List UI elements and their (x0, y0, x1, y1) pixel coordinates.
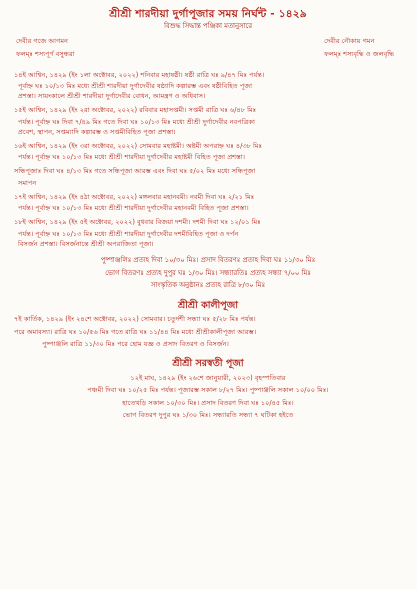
day-line: পর্যন্ত। পূর্বাহ্ন ঘঃ ১০/১৩ মিঃ মধ্যে শ্রীশ্রী শারদীয়া দুর্গাদেবীর মহানবমী বিহিত পূজা প্রশস্তা। (18, 204, 249, 213)
day-line: পর্যন্ত। পূর্বাহ্ন ঘঃ দিবা ৭/৪৯ মিঃ গতে দিবা ঘঃ ১০/১৩ মিঃ মধ্যে শ্রীশ্রী দুর্গাদেবীর নবপত্রিকা (18, 117, 255, 126)
page-title: শ্রীশ্রী শারদীয়া দুর্গাপূজার সময় নির্ঘন্ট - ১৪২৯ (109, 8, 307, 20)
day-line: প্রশস্তা। সায়ংকালে শ্রীশ্রী শারদীয়া দুর্গাদেবীর বোধন, আমন্ত্রণ ও অধিবাস। (18, 92, 206, 101)
page-subtitle: বিশুদ্ধ সিদ্ধান্ত পঞ্জিকা মতানুসারে (163, 22, 253, 31)
day-dashami (8, 218, 408, 248)
schedule-line: ভোগ বিতরণঃ প্রত্যহ দুপুর ঘঃ ১/৩০ মিঃ। সন্ধ্যারতিঃ প্রত্যহ সন্ধ্যা ৭/০০ মিঃ (105, 268, 311, 277)
kali-line: পরে অমাবস্যা। রাত্রি ঘঃ ১০/৫৬ মিঃ গতে রাত্রি ঘঃ ১১/৪৪ মিঃ মধ্যে শ্রীশ্রীকালীপূজা আরম্ভ। (14, 327, 257, 336)
aagaman-phal: ফলম্‌ঃ শস্যপূর্ণ বসুন্ধরা (16, 49, 75, 58)
kali-line: পুষ্পাঞ্জলি রাত্রি ১১/৩০ মিঃ পরে হোম যজ্ঞ ও প্রসাদ বিতরণ ও বিসর্জন। (42, 339, 229, 348)
day-saptami (8, 106, 408, 136)
day-line: ১৭ই আশ্বিন, ১৪২৯ (ইং ৪ঠা অক্টোবর, ২০২২) মঙ্গলবার মহানবমী। নবমী দিবা ঘঃ ২/২১ মিঃ (14, 192, 255, 201)
day-ashtami (8, 142, 408, 161)
day-navami (8, 193, 408, 212)
gaman-phal: ফলম্‌ঃ শস্যবৃদ্ধি ও জলবৃদ্ধি (324, 49, 394, 58)
day-line: বিসর্জন প্রশস্তা। বিসর্জনান্তে শ্রীশ্রী অপরাজিতা পূজা। (18, 239, 154, 248)
saraswati-puja (8, 374, 408, 419)
day-line: পর্যন্ত। পূর্বাহ্ন ঘঃ ১০/১৩ মিঃ মধ্যে শ্রীশ্রী শারদীয়া দুর্গাদেবীর দশমীবিহিত পূজা ও দর্পন (18, 229, 239, 238)
aagaman-label: দেবীর গজে আগমন (16, 36, 68, 45)
day-line: ১৫ই আশ্বিন, ১৪২৯ (ইং ২রা অক্টোবর, ২০২২) রবিবার মহাসপ্তমী। সপ্তমী রাত্রি ঘঃ ৬/৪৮ মিঃ (14, 106, 257, 115)
sandhi-puja (8, 167, 408, 186)
sandhi-line: সন্ধিপূজাঃ দিবা ঘঃ ৪/১৩ মিঃ গতে সন্ধিপূজা আরম্ভ এবং দিবা ঘঃ ৫/০২ মিঃ মধ্যে সন্ধিপূজা (14, 167, 256, 176)
saraswati-line: ভোগ বিতরণ দুপুর ঘঃ ১/৩০ মিঃ। সন্ধ্যারতি সন্ধ্যা ৭ ঘটিকা হইতে (122, 410, 294, 419)
day-line: পূর্বাহ্ন ঘঃ ১০/১৩ মিঃ মধ্যে শ্রীশ্রী শারদীয়া দুর্গাদেবীর ষষ্ঠ্যাদি কল্পারম্ভ এবং ষষ্ঠীবিহিত পূজা (18, 81, 253, 90)
sandhi-line: সমাপন (18, 178, 37, 187)
saraswati-line: হাতেখড়ি সকাল ১০/৩০ মিঃ। প্রসাদ বিতরণ দিবা ঘঃ ১০/৪৫ মিঃ। (122, 398, 294, 407)
daily-schedule (8, 256, 408, 289)
kali-puja-title: শ্রীশ্রী কালীপূজা (178, 299, 238, 311)
day-line: পর্যন্ত। পূর্বাহ্ন ঘঃ ১০/১৩ মিঃ মধ্যে শ্রীশ্রী শারদীয়া দুর্গাদেবীর মহাষ্টমী বিহিত পূজা প্রশস্তা। (18, 153, 246, 162)
saraswati-line: ১২ই মাঘ, ১৪২৯ (ইং ২৬শে জানুয়ারী, ২০২৩) বৃহস্পতিবার (130, 374, 286, 383)
aagaman (16, 37, 75, 63)
saraswati-puja-title: শ্রীশ্রী সরস্বতী পূজা (172, 358, 244, 370)
day-line: প্রবেশ, স্থাপন, সপ্তম্যাদি কল্পারম্ভ ও সপ্তমীবিহিত পূজা প্রশস্তা। (18, 127, 176, 136)
day-shashthi (8, 71, 408, 101)
schedule-line: পুষ্পাঞ্জলিঃ প্রত্যহ দিবা ১০/৩০ মিঃ। প্রসাদ বিতরণঃ প্রত্যহ দিবা ঘঃ ১১/৩০ মিঃ (100, 256, 316, 265)
kali-line: ৭ই কার্তিক, ১৪২৯ (ইং ২৪শে অক্টোবর, ২০২২) সোমবার। চতুর্দশী সন্ধ্যা ঘঃ ৫/২৮ মিঃ পর্যন্ত। (14, 315, 256, 324)
day-line: ১৮ই আশ্বিন, ১৪২৯ (ইং ৫ই অক্টোবর, ২০২২) বুধবার বিজয়া দশমী। দশমী দিবা ঘঃ ১২/০১ মিঃ (14, 218, 261, 227)
kali-puja (8, 315, 408, 348)
gaman (324, 37, 394, 63)
day-line: ১৬ই আশ্বিন, ১৪২৯ (ইং ৩রা অক্টোবর, ২০২২) সোমবার মহাষ্টমী। অষ্টমী অপরাহ্ন ঘঃ ৪/৩৮ মিঃ (14, 142, 263, 151)
page (8, 6, 408, 423)
saraswati-line: পঞ্চমী দিবা ঘঃ ১০/২৫ মিঃ পর্যন্ত। পূজারম্ভ সকাল ৮/২৭ মিঃ। পুষ্পাঞ্জলি সকাল ১০/০০ মিঃ। (87, 386, 329, 395)
gaman-label: দেবীর নৌকায় গমন (324, 36, 375, 45)
schedule-line: সাংস্কৃতিক অনুষ্ঠানঃ প্রত্যহ রাত্রি ৮/৩০ মিঃ (150, 281, 266, 290)
devi-gati (8, 37, 408, 65)
day-line: ১৪ই আশ্বিন, ১৪২৯ (ইং ১লা অক্টোবর, ২০২২) শনিবার মহাষষ্ঠী। ষষ্ঠী রাত্রি ঘঃ ৯/৪৭ মিঃ পর্যন্ত। (14, 70, 265, 79)
